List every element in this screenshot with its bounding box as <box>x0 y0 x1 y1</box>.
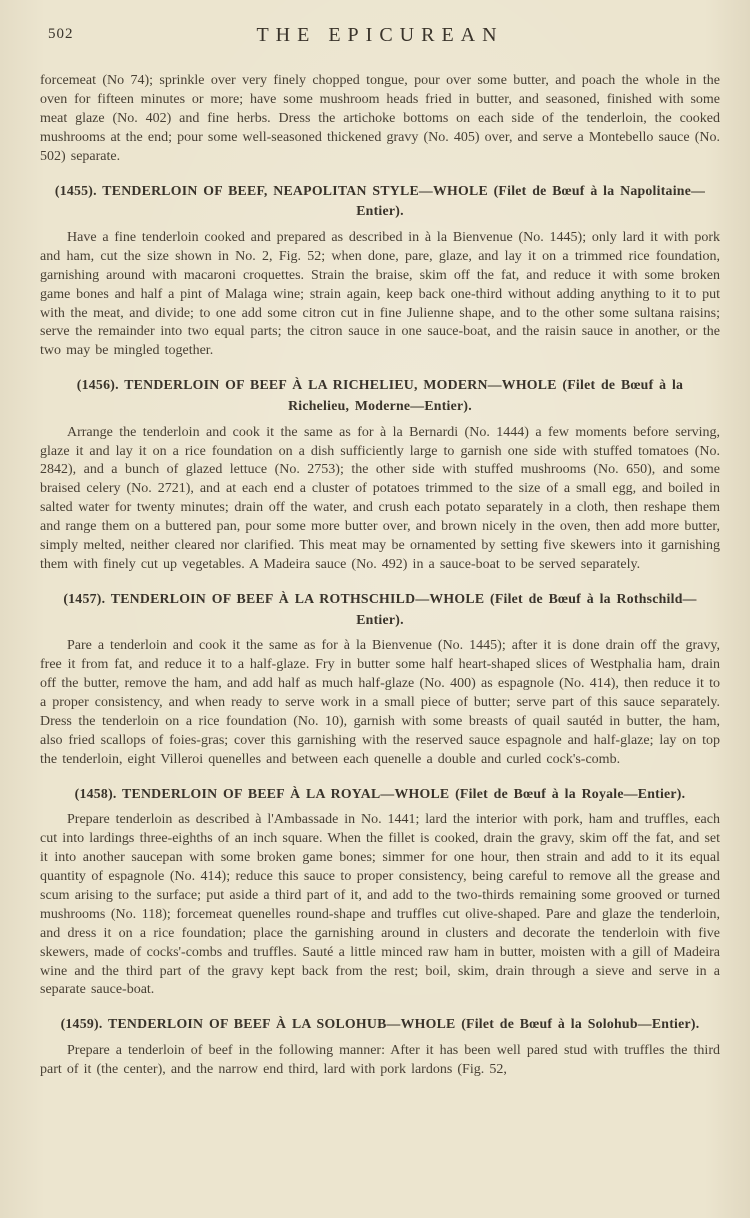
running-title: THE EPICUREAN <box>256 24 504 46</box>
page-header <box>40 24 720 54</box>
recipe-heading: (1457). TENDERLOIN OF BEEF À LA ROTHSCHILD—WHOLE (Filet de Bœuf à la Rothschild—Entier). <box>63 590 697 627</box>
recipe-heading: (1455). TENDERLOIN OF BEEF, NEAPOLITAN STYLE—WHOLE (Filet de Bœuf à la Napolitaine—Entier). <box>54 182 706 219</box>
body-paragraph: Have a fine tenderloin cooked and prepared as described in à la Bienvenue (No. 1445); only lard it with pork and ham, cut the size shown in No. 2, Fig. 52; when done, pare, glaze, and lay it on a trimmed rice foundation, garnishing around with macaroni croquettes. Strain the braise, skim off the fat, and reduce it with some broken game bones and half a pint of Malaga wine; strain again, keep back one-third without adding anything to it to put with the meat, and divide; to one add some citron cut in fine Julienne shape, and to the other some sultana raisins; serve the remainder into two equal parts; the citron sauce in one sauce-boat, and the raisin sauce in another, or the two may be mingled together. <box>40 229 720 359</box>
body-paragraph: forcemeat (No 74); sprinkle over very finely chopped tongue, pour over some butter, and poach the whole in the oven for fifteen minutes or more; have some mushroom heads fried in butter, and seasoned, finished with some meat glaze (No. 402) and fine herbs. Dress the artichoke bottoms on each side of the tenderloin, the cooked mushrooms at the end; pour some well-seasoned thickened gravy (No. 405) over, and serve a Montebello sauce (No. 502) separate. <box>40 73 720 164</box>
body-paragraph: Pare a tenderloin and cook it the same as for à la Bienvenue (No. 1445); after it is done drain off the gravy, free it from fat, and reduce it to a half-glaze. Fry in butter some half heart-shaped slices of Westphalia ham, drain off the butter, remove the ham, and add half as much half-glaze (No. 400) as espagnole (No. 414), then reduce it to a proper consistency, and when ready to serve work in a small piece of butter; serve part of this sauce separately. Dress the tenderloin on a rice foundation (No. 10), garnish with some breasts of quail sautéd in butter, the ham, also fried scallops of foies-gras; cover this garnishing with the reserved sauce espagnole and half-glaze; lay on top the tenderloin, eight Villeroi quenelles and between each quenelle a double and curled cock's-comb. <box>40 638 720 767</box>
body-paragraph: Arrange the tenderloin and cook it the same as for à la Bernardi (No. 1444) a few moments before serving, glaze it and lay it on a rice foundation on a dish sufficiently large to garnish one side with stuffed tomatoes (No. 2842), and a bunch of glazed lettuce (No. 2753); the other side with stuffed mushrooms (No. 650), and some braised celery (No. 2721), and at each end a cluster of potatoes trimmed to the size of a small egg, and boiled in salted water for twenty minutes; drain off the water, and crush each potato separately in a cloth, then reshape them and range them on a buttered pan, pour some more butter over, and brown nicely in the oven, then add more butter, simply melted, neither cleared nor clarified. This meat may be ornamented by setting five skewers into it garnishing them with finely cut up vegetables. A Madeira sauce (No. 492) in a sauce-boat to be served separately. <box>40 424 720 572</box>
recipe-heading: (1456). TENDERLOIN OF BEEF À LA RICHELIEU, MODERN—WHOLE (Filet de Bœuf à la Richelieu, Moderne—Entier). <box>76 377 684 413</box>
recipe-heading: (1459). TENDERLOIN OF BEEF À LA SOLOHUB—WHOLE (Filet de Bœuf à la Solohub—Entier). <box>60 1016 700 1032</box>
body-paragraph: Prepare tenderloin as described à l'Ambassade in No. 1441; lard the interior with pork, ham and truffles, each cut into lardings three-eighths of an inch square. When the fillet is cooked, drain the gravy, skim off the fat, and set it into another saucepan with some broken game bones; simmer for one hour, then strain and add to it its equal quantity of espagnole (No. 414); reduce this sauce to proper consistency, being careful to remove all the grease and scum arising to the surface; put aside a third part of it, and add to the two-thirds remaining some grooved or turned mushrooms (No. 118); forcemeat quenelles round-shape and truffles cut olive-shaped. Pare and glaze the tenderloin, and dress it on a rice foundation; place the garnishing around in clusters and decorate the tenderloin with five skewers, made of cocks'-combs and truffles. Sauté a little minced raw ham in butter, moisten with a gill of Madeira wine and the third part of the gravy kept back from the rest; boil, skim, drain through a sieve and serve in a separate sauce-boat. <box>40 812 720 998</box>
page-body <box>40 72 720 1080</box>
body-paragraph: Prepare a tenderloin of beef in the following manner: After it has been well pared stud with truffles the third part of it (the center), and the narrow end third, lard with pork lardons (Fig. 52, <box>40 1043 720 1077</box>
page-number: 502 <box>48 26 74 42</box>
recipe-heading: (1458). TENDERLOIN OF BEEF À LA ROYAL—WHOLE (Filet de Bœuf à la Royale—Entier). <box>74 785 686 801</box>
